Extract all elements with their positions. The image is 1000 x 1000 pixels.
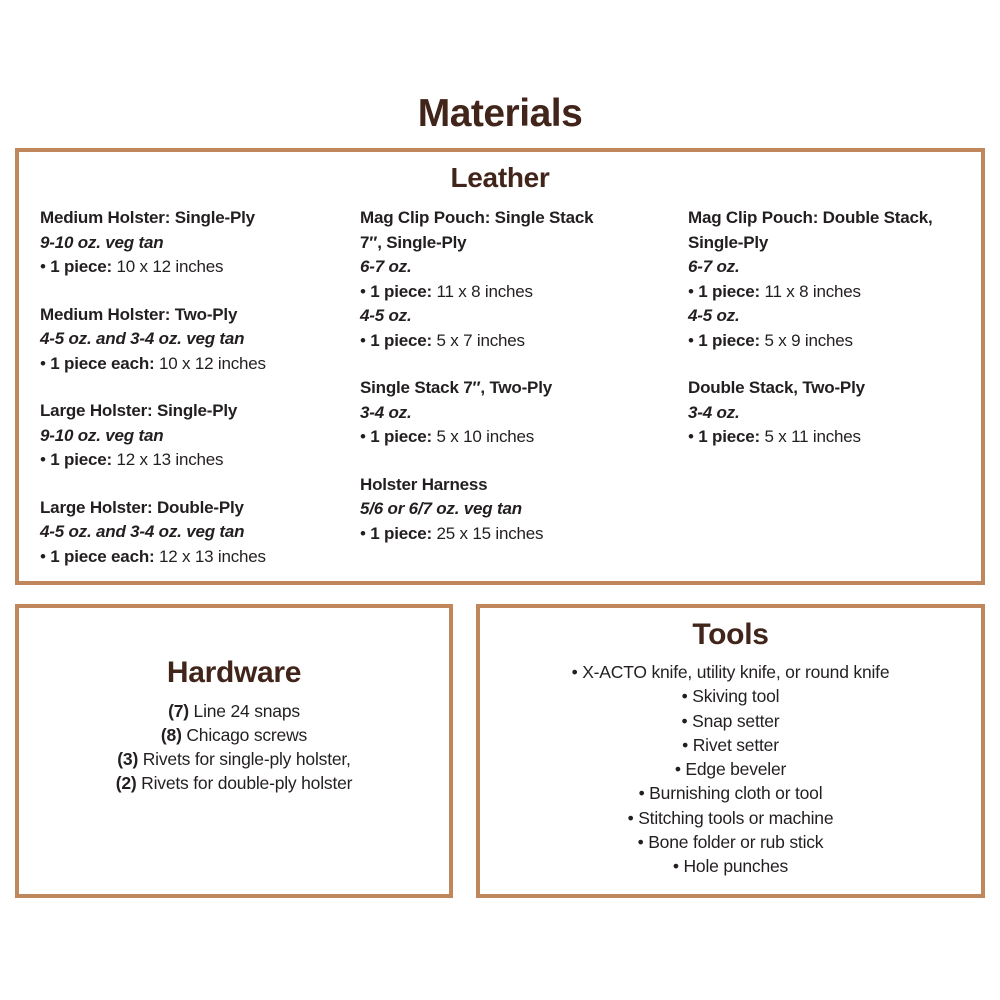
hardware-item: (7) Line 24 snaps xyxy=(168,701,300,721)
tools-item: • Hole punches xyxy=(672,856,789,877)
leather-item-group xyxy=(40,399,340,473)
leather-weight-line: 4-5 oz. and 3-4 oz. veg tan xyxy=(40,522,245,541)
tools-list xyxy=(480,660,981,879)
leather-weight-line: 3-4 oz. xyxy=(688,402,740,422)
leather-piece-label: 1 piece each: xyxy=(50,546,155,566)
hardware-list xyxy=(19,699,449,795)
leather-item-group xyxy=(40,206,340,280)
hardware-item-count: (2) xyxy=(115,773,137,793)
hardware-item: (2) Rivets for double-ply holster xyxy=(115,773,353,793)
leather-item-group xyxy=(360,376,672,450)
tools-item: • Burnishing cloth or tool xyxy=(638,783,823,804)
leather-item-title: Mag Clip Pouch: Double Stack, xyxy=(688,208,933,227)
leather-piece-label: 1 piece: xyxy=(50,450,112,469)
tools-item: • Snap setter xyxy=(681,710,780,731)
hardware-heading: Hardware xyxy=(166,656,302,689)
hardware-item-count: (3) xyxy=(117,749,139,769)
leather-item-group xyxy=(40,303,340,377)
leather-item-title: Single-Ply xyxy=(688,232,769,252)
leather-weight-line: 3-4 oz. xyxy=(360,402,412,422)
leather-item-title: Medium Holster: Two-Ply xyxy=(40,304,238,324)
leather-piece-label: 1 piece: xyxy=(370,523,432,543)
hardware-section xyxy=(15,604,453,898)
leather-column-3 xyxy=(688,206,990,473)
tools-item: • Rivet setter xyxy=(682,734,779,755)
leather-piece-line: • 1 piece: 11 x 8 inches xyxy=(360,281,533,301)
leather-item-title: Holster Harness xyxy=(360,474,488,494)
leather-piece-label: 1 piece: xyxy=(698,330,760,350)
leather-weight-line: 6-7 oz. xyxy=(688,257,740,276)
leather-piece-line: • 1 piece: 25 x 15 inches xyxy=(360,523,544,543)
tools-item: • Stitching tools or machine xyxy=(627,807,834,828)
leather-weight-line: 4-5 oz. xyxy=(688,306,740,325)
leather-piece-line: • 1 piece: 12 x 13 inches xyxy=(40,450,224,469)
leather-piece-label: 1 piece: xyxy=(370,330,432,350)
leather-item-group xyxy=(360,473,672,547)
hardware-item-count: (7) xyxy=(168,701,189,721)
tools-item: • X-ACTO knife, utility knife, or round knife xyxy=(571,662,890,682)
tools-item: • Edge beveler xyxy=(674,759,787,780)
hardware-item-count: (8) xyxy=(160,725,182,745)
leather-item-title: Large Holster: Single-Ply xyxy=(40,401,238,420)
leather-item-group xyxy=(40,496,340,570)
leather-column-1 xyxy=(40,206,340,592)
leather-weight-line: 4-5 oz. and 3-4 oz. veg tan xyxy=(40,329,245,348)
hardware-item: (3) Rivets for single-ply holster, xyxy=(117,749,351,769)
leather-column-2 xyxy=(360,206,672,569)
leather-heading: Leather xyxy=(450,162,550,193)
leather-item-title: Single Stack 7″, Two-Ply xyxy=(360,378,552,397)
leather-piece-label: 1 piece: xyxy=(50,257,112,276)
leather-piece-label: 1 piece: xyxy=(698,427,760,446)
leather-weight-line: 4-5 oz. xyxy=(360,306,412,325)
tools-item: • Skiving tool xyxy=(681,686,780,707)
leather-piece-line: • 1 piece: 5 x 7 inches xyxy=(360,330,525,350)
leather-weight-line: 6-7 oz. xyxy=(360,257,412,276)
leather-weight-line: 9-10 oz. veg tan xyxy=(40,232,164,252)
tools-section xyxy=(476,604,985,898)
tools-item: • Bone folder or rub stick xyxy=(637,832,824,853)
leather-piece-line: • 1 piece each: 10 x 12 inches xyxy=(40,353,266,373)
leather-piece-label: 1 piece: xyxy=(698,281,760,301)
leather-piece-label: 1 piece each: xyxy=(50,353,155,373)
leather-piece-line: • 1 piece: 5 x 11 inches xyxy=(688,427,861,446)
leather-item-title: 7″, Single-Ply xyxy=(360,232,467,252)
leather-item-title: Double Stack, Two-Ply xyxy=(688,378,865,397)
page-title: Materials xyxy=(417,92,583,135)
tools-heading: Tools xyxy=(692,618,769,651)
leather-piece-line: • 1 piece each: 12 x 13 inches xyxy=(40,546,266,566)
leather-item-group xyxy=(688,206,990,353)
leather-piece-line: • 1 piece: 10 x 12 inches xyxy=(40,257,224,276)
leather-piece-label: 1 piece: xyxy=(370,281,432,301)
leather-piece-label: 1 piece: xyxy=(370,427,432,446)
leather-piece-line: • 1 piece: 5 x 9 inches xyxy=(688,330,853,350)
leather-section xyxy=(15,148,985,585)
leather-item-title: Medium Holster: Single-Ply xyxy=(40,208,255,227)
leather-piece-line: • 1 piece: 5 x 10 inches xyxy=(360,427,535,446)
leather-item-group xyxy=(360,206,672,353)
leather-item-title: Mag Clip Pouch: Single Stack xyxy=(360,208,594,227)
leather-item-title: Large Holster: Double-Ply xyxy=(40,497,244,517)
leather-item-group xyxy=(688,376,990,450)
leather-weight-line: 5/6 or 6/7 oz. veg tan xyxy=(360,499,522,518)
leather-piece-line: • 1 piece: 11 x 8 inches xyxy=(688,281,861,301)
leather-weight-line: 9-10 oz. veg tan xyxy=(40,425,164,445)
hardware-item: (8) Chicago screws xyxy=(160,725,308,745)
